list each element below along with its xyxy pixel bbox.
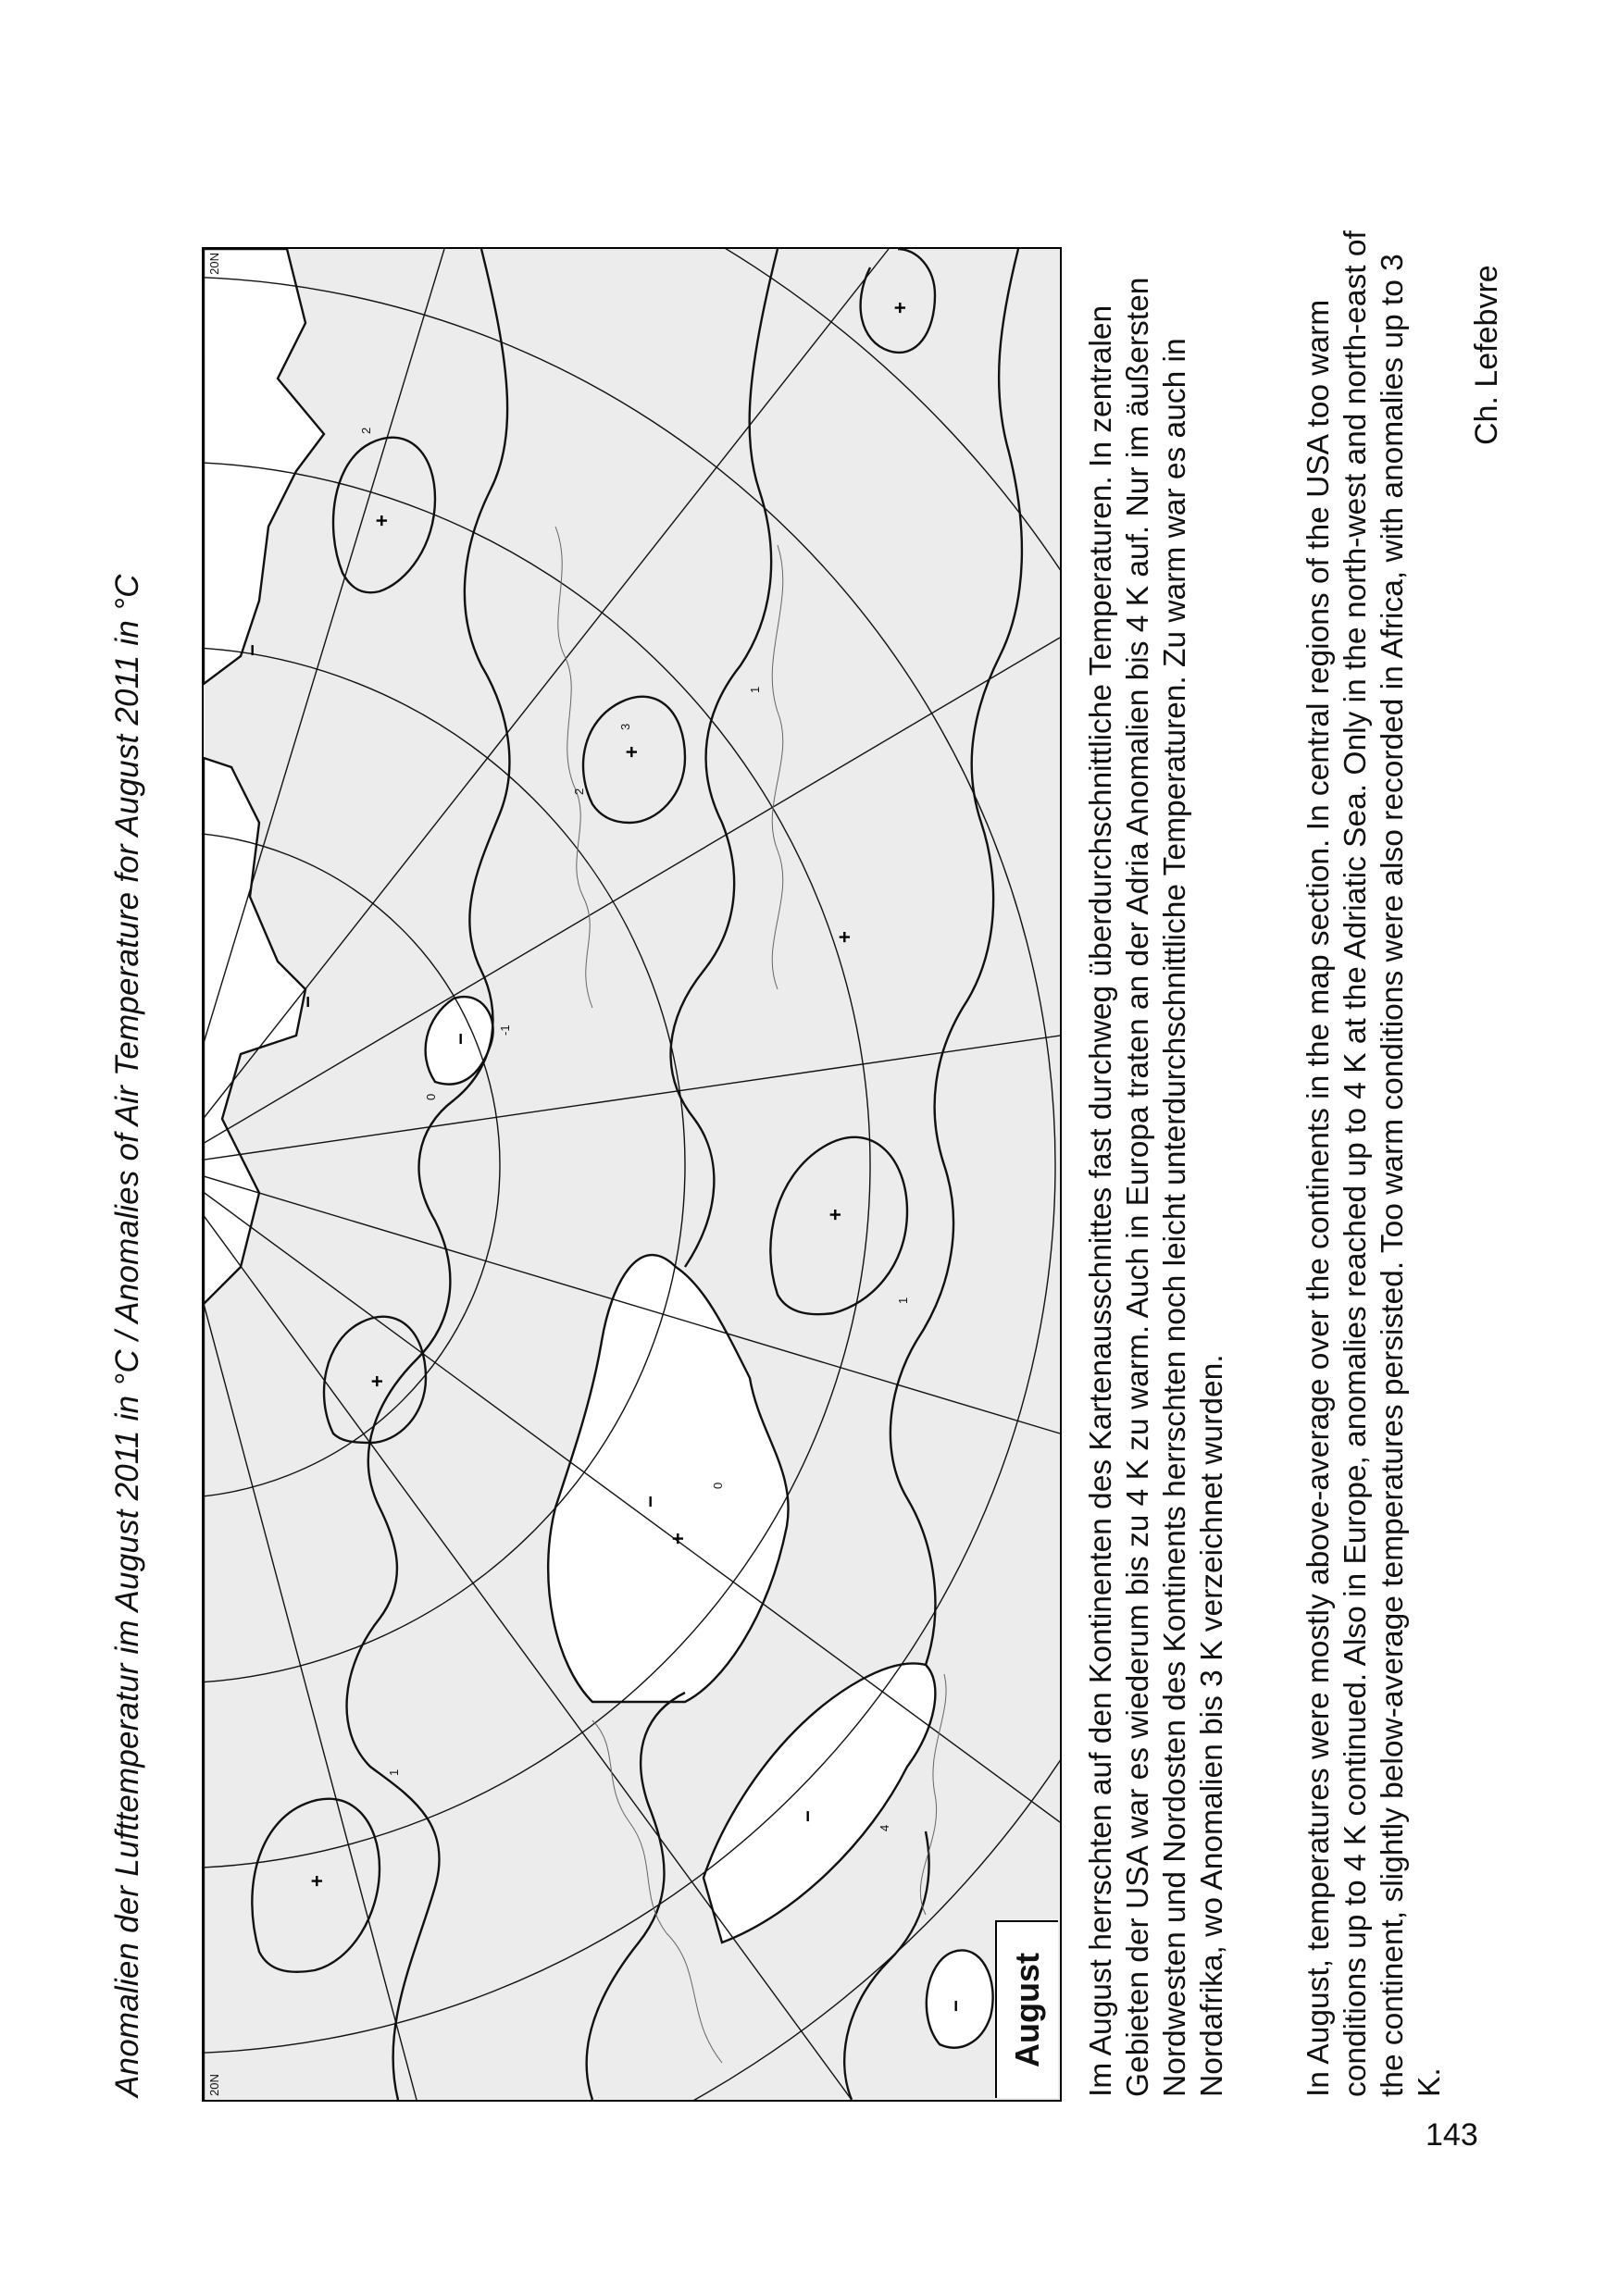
contour-label: 1	[896, 1297, 910, 1304]
page-number: 143	[1426, 2117, 1478, 2153]
plus-symbol: +	[824, 1209, 847, 1221]
plus-symbol: +	[305, 1875, 329, 1887]
contour-label: 1	[387, 1769, 401, 1776]
plus-symbol: +	[833, 931, 856, 943]
anomaly-map	[202, 247, 1062, 2102]
contour-label: 4	[878, 1824, 891, 1831]
minus-symbol: −	[449, 1033, 472, 1045]
minus-symbol: −	[296, 996, 319, 1008]
contour-label: 0	[711, 1482, 725, 1489]
plus-symbol: +	[370, 515, 393, 527]
english-description: In August, temperatures were mostly above-average over the continents in the map section. In central regions of the USA too warm conditions up to 4 K continued. Also in Europe, anomalies reached up to 4 K at the Adriatic Sea. Only in the north-west and north-east of the continent, slightly below-average temperatures persisted. Too warm conditions were also recorded in Africa, with anomalies up to 3 K.	[1301, 230, 1447, 2097]
minus-symbol: −	[241, 644, 264, 656]
map-background	[204, 249, 1060, 2100]
plus-symbol: +	[620, 746, 643, 758]
region-africa-small	[927, 1950, 993, 2047]
contour-label: 2	[359, 427, 373, 434]
minus-symbol: −	[944, 2000, 967, 2012]
minus-symbol: −	[796, 1810, 819, 1822]
contour-label: 0	[424, 1093, 438, 1100]
author: Ch. Lefebvre	[1469, 265, 1504, 445]
contour-label: 1	[748, 686, 762, 693]
contour-label: 3	[618, 723, 632, 730]
page-title: Anomalien der Lufttemperatur im August 2011 in °C / Anomalies of Air Temperature for August 2011 in °C	[109, 574, 145, 2097]
month-label: August	[995, 1920, 1058, 2098]
plus-symbol: +	[889, 302, 912, 314]
minus-symbol: −	[639, 1496, 662, 1508]
map-canvas	[204, 249, 1060, 2100]
corner-label-right: 20N	[207, 253, 221, 275]
german-description: Im August herrschten auf den Kontinenten des Kartenausschnittes fast durchweg überdurchschnittliche Temperaturen. In zentralen Gebieten der USA war es wiederum bis zu 4 K zu warm. Auch in Europa traten an der Adria Anomalien bis 4 K auf. Nur im äußersten Nordwesten und Nordosten des Kontinents herrschten noch leicht unterdurchschnittliche Temperaturen. Zu warm war es auch in Nordafrika, wo Anomalien bis 3 K verzeichnet wurden.	[1084, 277, 1229, 2097]
corner-label-left: 20N	[207, 2074, 221, 2096]
contour-label: -1	[498, 1024, 512, 1036]
plus-symbol: +	[666, 1533, 690, 1545]
contour-label: 2	[572, 788, 586, 795]
plus-symbol: +	[366, 1375, 389, 1387]
